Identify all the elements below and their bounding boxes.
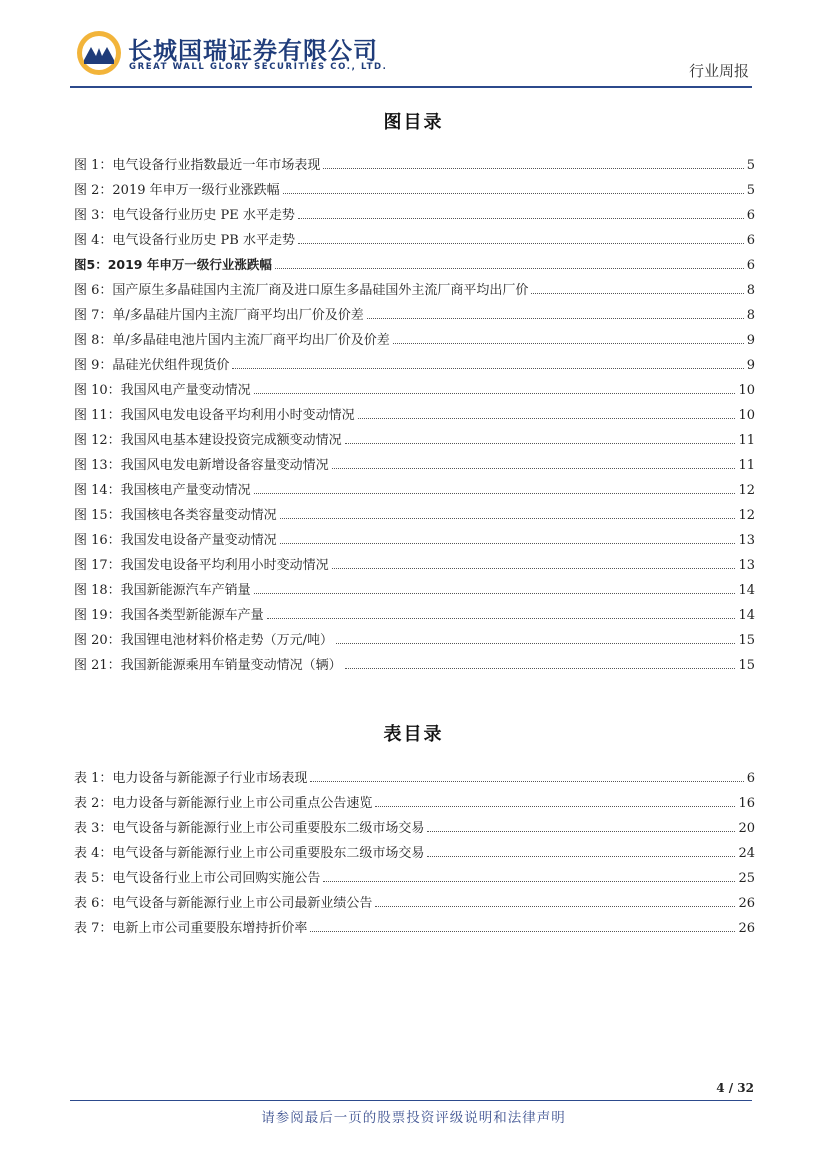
toc-leader-dots [336,643,735,644]
toc-entry-label: 图 20：我国锂电池材料价格走势（万元/吨） [74,633,334,648]
table-toc [74,761,755,936]
toc-entry-page: 14 [738,583,755,598]
toc-entry-page: 14 [738,608,755,623]
toc-entry-page: 11 [738,458,755,473]
toc-entry-label: 图 15：我国核电各类容量变动情况 [74,508,277,523]
figure-toc-entry[interactable] [74,248,755,273]
figure-toc-entry[interactable] [74,423,755,448]
figure-toc-entry[interactable] [74,548,755,573]
figure-toc-entry[interactable] [74,173,755,198]
toc-entry-page: 5 [746,183,755,198]
toc-entry-label: 表 1：电力设备与新能源子行业市场表现 [74,771,308,786]
toc-leader-dots [275,268,744,269]
toc-entry-page: 10 [738,383,755,398]
figure-toc-entry[interactable] [74,523,755,548]
toc-entry-label: 图 10：我国风电产量变动情况 [74,383,251,398]
toc-leader-dots [332,468,736,469]
toc-entry-label: 图 14：我国核电产量变动情况 [74,483,251,498]
toc-entry-label: 图 18：我国新能源汽车产销量 [74,583,251,598]
table-toc-entry[interactable] [74,911,755,936]
toc-leader-dots [332,568,736,569]
page-header [0,0,827,90]
toc-entry-label: 表 5：电气设备行业上市公司回购实施公告 [74,871,321,886]
toc-entry-page: 15 [738,658,755,673]
toc-entry-label: 图 8：单/多晶硅电池片国内主流厂商平均出厂价及价差 [74,333,390,348]
table-toc-entry[interactable] [74,886,755,911]
header-divider [70,86,752,88]
toc-leader-dots [254,493,736,494]
toc-entry-label: 图 2：2019 年申万一级行业涨跌幅 [74,183,280,198]
toc-leader-dots [280,543,736,544]
toc-entry-page: 16 [738,796,755,811]
company-logo-icon [76,30,122,76]
table-toc-entry[interactable] [74,836,755,861]
toc-leader-dots [310,781,743,782]
toc-entry-label: 图 12：我国风电基本建设投资完成额变动情况 [74,433,342,448]
toc-leader-dots [254,393,736,394]
toc-entry-label: 图 7：单/多晶硅片国内主流厂商平均出厂价及价差 [74,308,364,323]
figure-toc-entry[interactable] [74,373,755,398]
toc-leader-dots [267,618,736,619]
toc-entry-label: 图 1：电气设备行业指数最近一年市场表现 [74,158,321,173]
disclaimer-text: 请参阅最后一页的股票投资评级说明和法律声明 [261,1110,566,1126]
toc-leader-dots [345,443,736,444]
toc-leader-dots [280,518,736,519]
toc-leader-dots [254,593,736,594]
toc-leader-dots [367,318,744,319]
toc-leader-dots [358,418,736,419]
toc-leader-dots [531,293,743,294]
figure-toc-entry[interactable] [74,148,755,173]
figure-toc-entry[interactable] [74,273,755,298]
toc-entry-page: 12 [738,483,755,498]
toc-leader-dots [393,343,744,344]
toc-entry-page: 6 [746,208,755,223]
figure-toc-entry[interactable] [74,323,755,348]
toc-entry-label: 表 2：电力设备与新能源行业上市公司重点公告速览 [74,796,373,811]
toc-entry-label: 图 11：我国风电发电设备平均利用小时变动情况 [74,408,355,423]
toc-entry-page: 24 [738,846,755,861]
toc-leader-dots [323,168,743,169]
toc-entry-label: 表 7：电新上市公司重要股东增持折价率 [74,921,308,936]
table-toc-entry[interactable] [74,786,755,811]
figure-toc-entry[interactable] [74,223,755,248]
figure-toc [74,148,755,673]
toc-entry-label: 表 3：电气设备与新能源行业上市公司重要股东二级市场交易 [74,821,425,836]
figure-toc-entry[interactable] [74,598,755,623]
table-toc-entry[interactable] [74,761,755,786]
company-name-en: GREAT WALL GLORY SECURITIES CO., LTD. [129,62,388,72]
toc-entry-label: 图 3：电气设备行业历史 PE 水平走势 [74,208,295,223]
figure-toc-entry[interactable] [74,198,755,223]
toc-leader-dots [323,881,735,882]
toc-entry-page: 11 [738,433,755,448]
figure-toc-entry[interactable] [74,448,755,473]
table-toc-entry[interactable] [74,811,755,836]
footer-divider [70,1100,752,1101]
toc-entry-page: 6 [746,771,755,786]
toc-entry-page: 9 [746,358,755,373]
toc-entry-page: 9 [746,333,755,348]
toc-entry-label: 表 4：电气设备与新能源行业上市公司重要股东二级市场交易 [74,846,425,861]
toc-entry-label: 图 9：晶硅光伏组件现货价 [74,358,230,373]
toc-leader-dots [427,831,735,832]
toc-entry-label: 图 16：我国发电设备产量变动情况 [74,533,277,548]
toc-entry-page: 25 [738,871,755,886]
toc-entry-page: 26 [738,921,755,936]
toc-entry-page: 13 [738,558,755,573]
figure-toc-title: 图目录 [383,112,444,133]
toc-leader-dots [283,193,744,194]
report-type-label: 行业周报 [688,62,749,80]
toc-entry-page: 5 [746,158,755,173]
toc-entry-page: 20 [738,821,755,836]
toc-entry-page: 6 [746,258,755,273]
toc-entry-label: 图 21：我国新能源乘用车销量变动情况（辆） [74,658,342,673]
toc-entry-label: 图 4：电气设备行业历史 PB 水平走势 [74,233,295,248]
toc-leader-dots [427,856,735,857]
figure-toc-entry[interactable] [74,573,755,598]
toc-entry-label: 表 6：电气设备与新能源行业上市公司最新业绩公告 [74,896,373,911]
toc-entry-page: 26 [738,896,755,911]
toc-entry-label: 图 17：我国发电设备平均利用小时变动情况 [74,558,329,573]
toc-leader-dots [310,931,735,932]
toc-leader-dots [232,368,743,369]
toc-entry-label: 图5：2019 年申万一级行业涨跌幅 [74,257,272,272]
page-number: 4 / 32 [716,1081,754,1095]
table-toc-title: 表目录 [383,724,444,745]
figure-toc-entry[interactable] [74,623,755,648]
company-name-cn: 长城国瑞证券有限公司 [128,37,378,65]
toc-leader-dots [298,243,744,244]
toc-leader-dots [375,806,735,807]
toc-leader-dots [298,218,744,219]
toc-entry-page: 6 [746,233,755,248]
toc-entry-page: 13 [738,533,755,548]
toc-entry-label: 图 19：我国各类型新能源车产量 [74,608,264,623]
figure-toc-entry[interactable] [74,648,755,673]
toc-entry-page: 8 [746,283,755,298]
figure-toc-entry[interactable] [74,298,755,323]
figure-toc-entry[interactable] [74,498,755,523]
toc-entry-label: 图 6：国产原生多晶硅国内主流厂商及进口原生多晶硅国外主流厂商平均出厂价 [74,283,529,298]
toc-entry-page: 12 [738,508,755,523]
table-toc-entry[interactable] [74,861,755,886]
figure-toc-entry[interactable] [74,398,755,423]
toc-entry-label: 图 13：我国风电发电新增设备容量变动情况 [74,458,329,473]
figure-toc-entry[interactable] [74,348,755,373]
toc-entry-page: 15 [738,633,755,648]
toc-leader-dots [345,668,736,669]
toc-entry-page: 10 [738,408,755,423]
toc-leader-dots [375,906,735,907]
toc-entry-page: 8 [746,308,755,323]
figure-toc-entry[interactable] [74,473,755,498]
